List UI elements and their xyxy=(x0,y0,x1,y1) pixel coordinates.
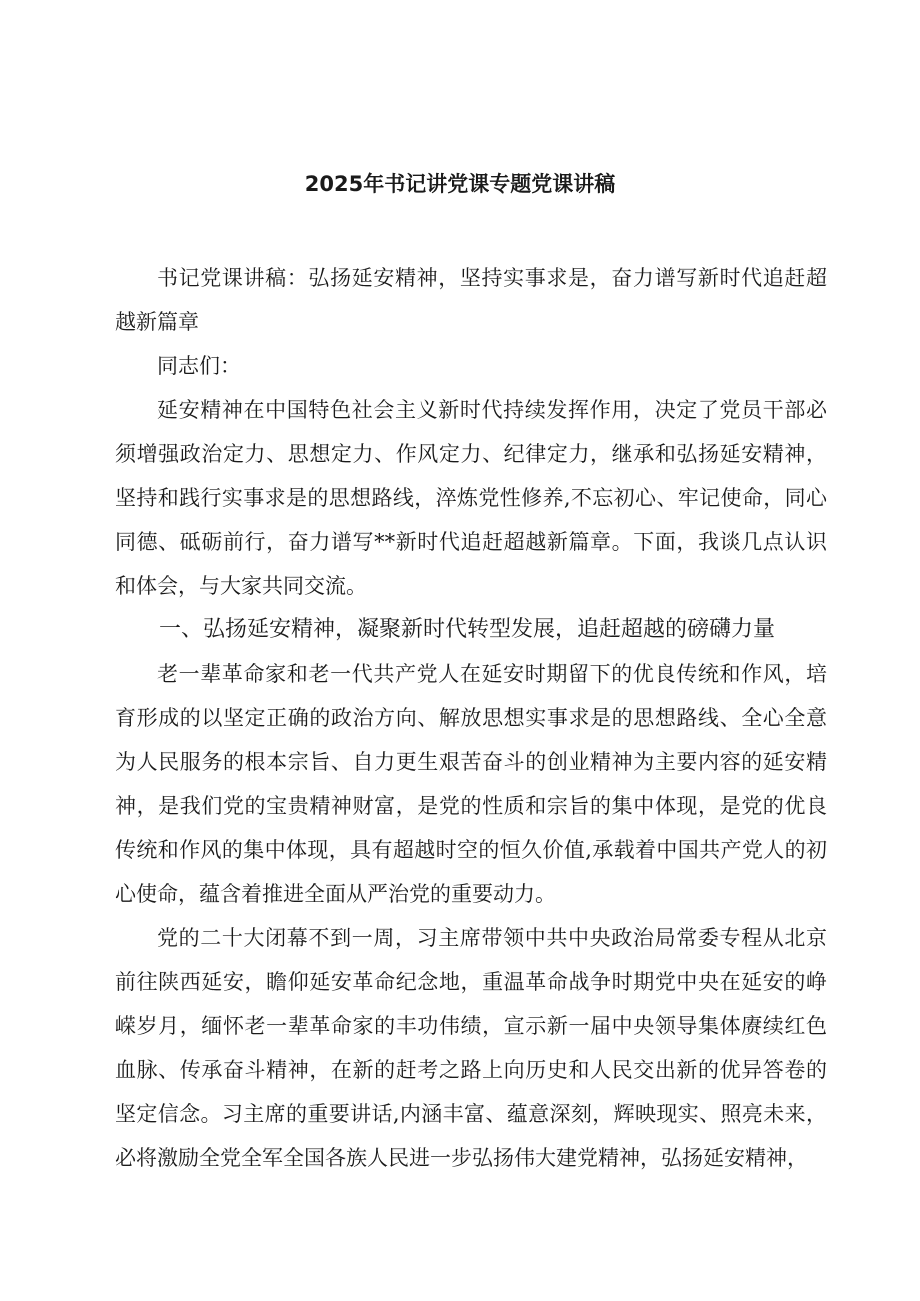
subtitle-paragraph: 书记党课讲稿：弘扬延安精神，坚持实事求是，奋力谱写新时代追赶超越新篇章 xyxy=(115,266,827,334)
section-heading-1: 一、弘扬延安精神，凝聚新时代转型发展，追赶超越的磅礴力量 xyxy=(159,617,776,642)
document-body xyxy=(115,256,827,1180)
salutation-paragraph: 同志们： xyxy=(157,354,241,378)
body-paragraph-2: 党的二十大闭幕不到一周，习主席带领中共中央政治局常委专程从北京前往陕西延安，瞻仰延安革命纪念地，重温革命战争时期党中央在延安的峥嵘岁月，缅怀老一辈革命家的丰功伟绩，宣示新一届中央领导集体赓续红色血脉、传承奋斗精神，在新的赶考之路上向历史和人民交出新的优异答卷的坚定信念。习主席的重要讲话,内涵丰富、蕴意深刻，辉映现实、照亮未来，必将激励全党全军全国各族人民进一步弘扬伟大建党精神，弘扬延安精神， xyxy=(115,926,827,1170)
intro-paragraph: 延安精神在中国特色社会主义新时代持续发挥作用，决定了党员干部必须增强政治定力、思想定力、作风定力、纪律定力，继承和弘扬延安精神，坚持和践行实事求是的思想路线，淬炼党性修养,不忘初心、牢记使命，同心同德、砥砺前行，奋力谱写**新时代追赶超越新篇章。下面，我谈几点认识和体会，与大家共同交流。 xyxy=(115,398,827,598)
document-title: 2025年书记讲党课专题党课讲稿 xyxy=(304,172,616,196)
body-paragraph-1: 老一辈革命家和老一代共产党人在延安时期留下的优良传统和作风，培育形成的以坚定正确的政治方向、解放思想实事求是的思想路线、全心全意为人民服务的根本宗旨、自力更生艰苦奋斗的创业精神为主要内容的延安精神，是我们党的宝贵精神财富，是党的性质和宗旨的集中体现，是党的优良传统和作风的集中体现，具有超越时空的恒久价值,承载着中国共产党人的初心使命，蕴含着推进全面从严治党的重要动力。 xyxy=(115,662,827,906)
